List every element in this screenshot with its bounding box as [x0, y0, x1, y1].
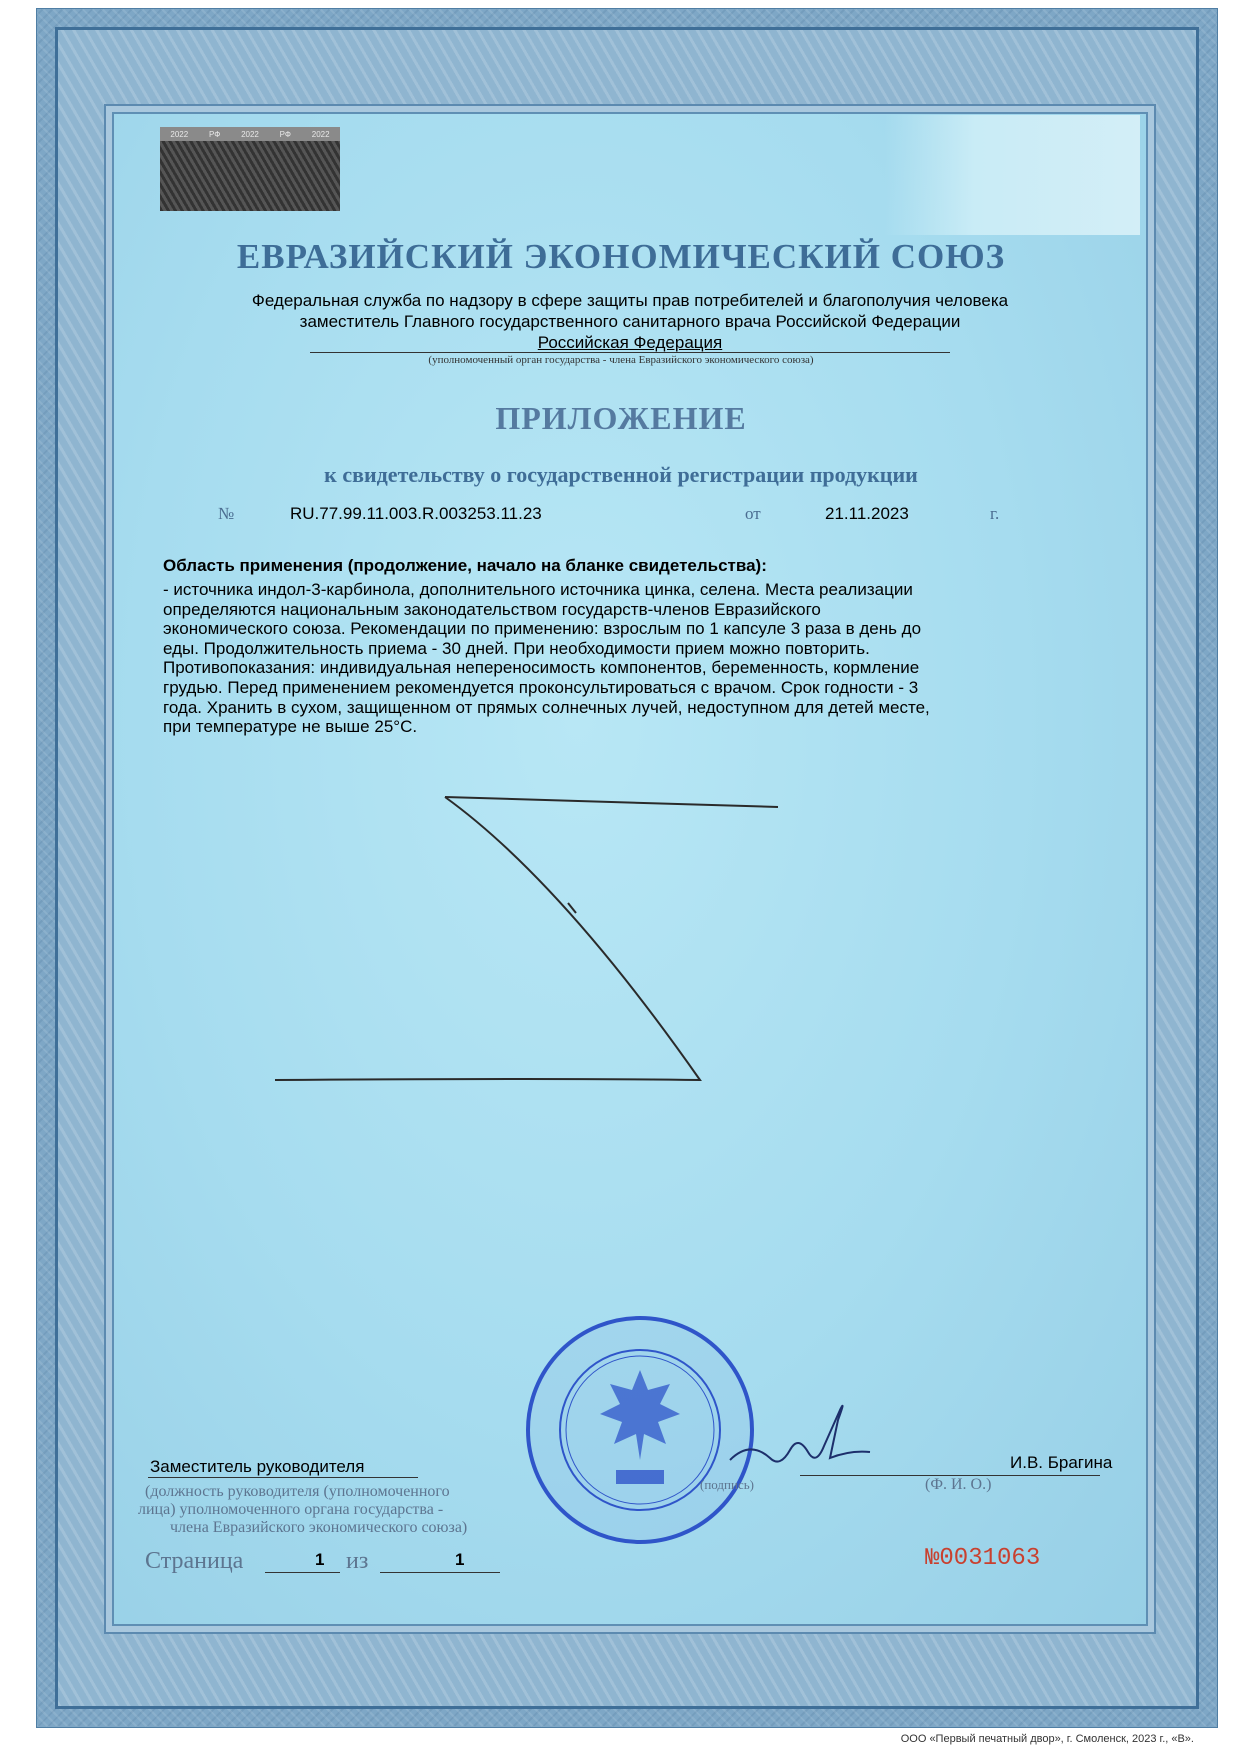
fio-caption: (Ф. И. О.): [925, 1476, 992, 1493]
position-caption: (должность руководителя (уполномоченного: [145, 1483, 450, 1500]
scope-heading: Область применения (продолжение, начало на бланке свидетельства):: [163, 556, 767, 575]
page-underline: [265, 1572, 340, 1573]
signer-position: Заместитель руководителя: [150, 1457, 365, 1476]
hologram-label: 2022: [311, 129, 330, 139]
hologram-label: РФ: [208, 129, 221, 139]
page-current: 1: [315, 1550, 325, 1569]
document-subtitle: к свидетельству о государственной регистрации продукции: [324, 462, 918, 487]
agency-country: Российская Федерация: [537, 333, 723, 352]
registration-number: RU.77.99.11.003.R.003253.11.23: [290, 504, 542, 523]
page-underline: [380, 1572, 500, 1573]
authority-caption: (уполномоченный орган государства - члена Евразийского экономического союза): [428, 354, 814, 366]
hologram-label: 2022: [170, 129, 189, 139]
page-of-label: из: [346, 1548, 369, 1574]
handwritten-signature: [720, 1380, 900, 1490]
page-total: 1: [455, 1550, 465, 1569]
registration-date: 21.11.2023: [825, 504, 909, 523]
agency-line: заместитель Главного государственного санитарного врача Российской Федерации: [299, 312, 961, 331]
document-heading: ПРИЛОЖЕНИЕ: [495, 400, 747, 436]
serial-number: №0031063: [925, 1545, 1041, 1572]
signature-caption: (подпись): [700, 1477, 754, 1492]
agency-line: Федеральная служба по надзору в сфере защиты прав потребителей и благополучия человека: [251, 291, 1009, 310]
union-title: ЕВРАЗИЙСКИЙ ЭКОНОМИЧЕСКИЙ СОЮЗ: [236, 237, 1006, 276]
hologram-label: РФ: [279, 129, 291, 139]
hologram-label: 2022: [241, 129, 259, 139]
scope-text: - источника индол-3-карбинола, дополнительного источника цинка, селена. Места реализации определяются национальным законодательством государств-членов Евразийского экономического союза. Рекомендации по применению: взрослым по 1 капсуле 3 раза в день до еды. Продолжительность приема - 30 дней. При необходимости прием можно повторить. Противопоказания: индивидуальная непереносимость компонентов, беременность, кормление грудью. Перед применением рекомендуется проконсультироваться с врачом. Срок годности - 3 года. Хранить в сухом, защищенном от прямых солнечных лучей, недоступном для детей месте, при температуре не выше 25°С.: [163, 580, 930, 737]
signer-name: И.В. Брагина: [1010, 1453, 1113, 1472]
page-label: Страница: [145, 1548, 244, 1574]
year-suffix: г.: [990, 504, 1000, 523]
number-label: №: [218, 504, 235, 523]
position-underline: [148, 1477, 418, 1478]
date-label: от: [745, 504, 761, 523]
position-caption: члена Евразийского экономического союза): [170, 1519, 468, 1536]
printer-imprint: ООО «Первый печатный двор», г. Смоленск, 2023 г., «В».: [900, 1733, 1194, 1745]
position-caption: лица) уполномоченного органа государства -: [138, 1501, 444, 1518]
